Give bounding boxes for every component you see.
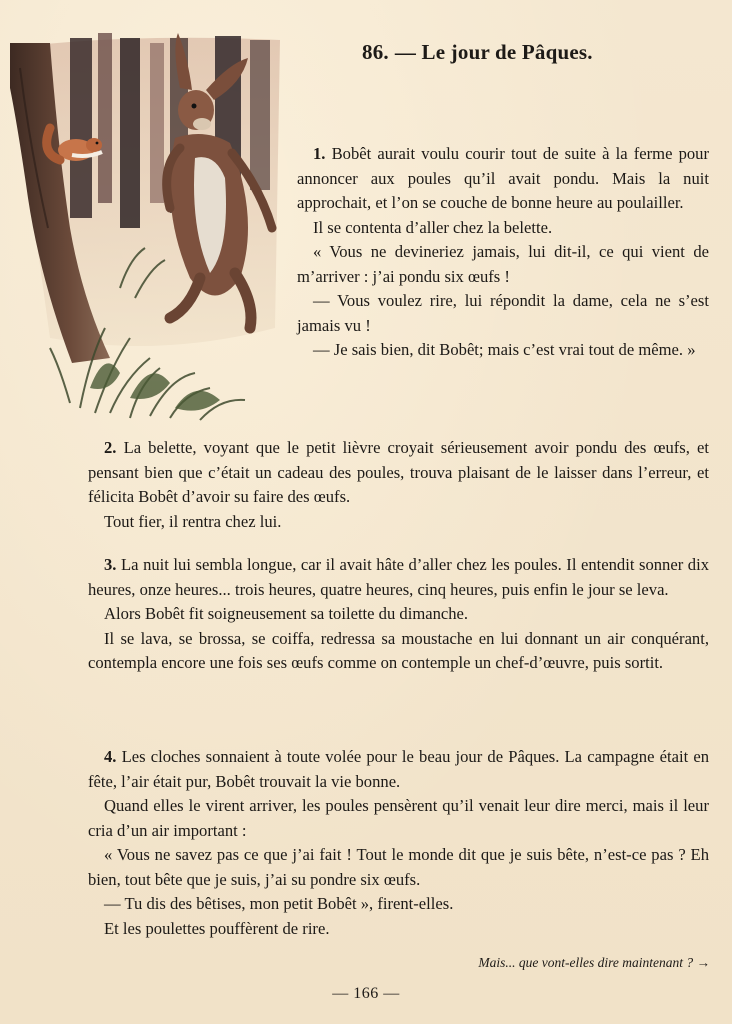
paragraph (297, 216, 709, 241)
paragraph-text: — Je sais bien, dit Bobêt; mais c’est vrai tout de même. » (313, 340, 696, 359)
section-3 (88, 553, 709, 676)
paragraph-text: Il se contenta d’aller chez la belette. (313, 217, 553, 237)
paragraph-text: Quand elles le virent arriver, les poules pensèrent qu’il venait leur dire merci, mais il leur cria d’un air important : (88, 796, 709, 840)
page-title (362, 40, 593, 65)
section-number: 4. (104, 747, 117, 766)
paragraph-text: La belette, voyant que le petit lièvre croyait sérieusement avoir pondu des œufs, et pensant bien que c’était un cadeau des poules, trouva plaisant de le laisser dans l’erreur, et félicita Bobêt d’avoir su faire des œufs. (88, 438, 709, 506)
paragraph (88, 843, 709, 892)
paragraph (88, 553, 709, 602)
paragraph (297, 338, 709, 363)
paragraph (88, 602, 709, 627)
paragraph-text: Et les poulettes pouffèrent de rire. (104, 918, 330, 938)
illustration-hare-and-squirrel (10, 28, 285, 423)
paragraph-text: Alors Bobêt fit soigneusement sa toilette du dimanche. (104, 604, 469, 623)
paragraph (88, 510, 709, 535)
paragraph-text: « Vous ne devineriez jamais, lui dit-il, ce qui vient de m’arriver : j’ai pondu six œufs ! (297, 242, 709, 286)
section-4 (88, 745, 709, 941)
paragraph (88, 892, 709, 917)
paragraph (297, 142, 709, 216)
paragraph (88, 627, 709, 676)
paragraph-text: — Tu dis des bêtises, mon petit Bobêt », firent-elles. (104, 894, 454, 913)
paragraph-text: Les cloches sonnaient à toute volée pour le beau jour de Pâques. La campagne était en fête, l’air était pur, Bobêt trouvait la vie bonne. (88, 747, 709, 791)
paragraph-text: « Vous ne savez pas ce que j’ai fait ! Tout le monde dit que je suis bête, n’est-ce pas ? Eh bien, tout bête que je suis, j’ai su pondre six œufs. (88, 845, 709, 889)
chapter-number: 86. (362, 40, 389, 64)
continuation-note: Mais... que vont-elles dire maintenant ? → (478, 955, 710, 970)
section-number: 2. (104, 438, 117, 457)
paragraph (297, 240, 709, 289)
paragraph (88, 794, 709, 843)
section-number: 3. (104, 555, 117, 574)
paragraph (88, 436, 709, 510)
section-1 (297, 142, 709, 363)
section-2 (88, 436, 709, 534)
paragraph (88, 745, 709, 794)
paragraph-text: La nuit lui sembla longue, car il avait hâte d’aller chez les poules. Il entendit sonner dix heures, onze heures... trois heures, quatre heures, cinq heures, puis enfin le jour se leva. (88, 555, 709, 599)
page-number: — 166 — (332, 985, 400, 1002)
paragraph-text: Tout fier, il rentra chez lui. (104, 511, 282, 531)
section-number: 1. (313, 144, 326, 163)
chapter-title: — Le jour de Pâques. (394, 40, 593, 64)
paragraph (88, 917, 709, 942)
paragraph (297, 289, 709, 338)
paragraph-text: — Vous voulez rire, lui répondit la dame, cela ne s’est jamais vu ! (297, 291, 709, 335)
paragraph-text: Il se lava, se brossa, se coiffa, redressa sa moustache en lui donnant un air conquérant, contempla encore une fois ses œufs comme on contemple un chef-d’œuvre, puis sortit. (88, 628, 709, 672)
paragraph-text: Bobêt aurait voulu courir tout de suite à la ferme pour annoncer aux poules qu’il avait pondu. Mais la nuit approchait, et l’on se couche de bonne heure au poulailler. (297, 144, 709, 212)
